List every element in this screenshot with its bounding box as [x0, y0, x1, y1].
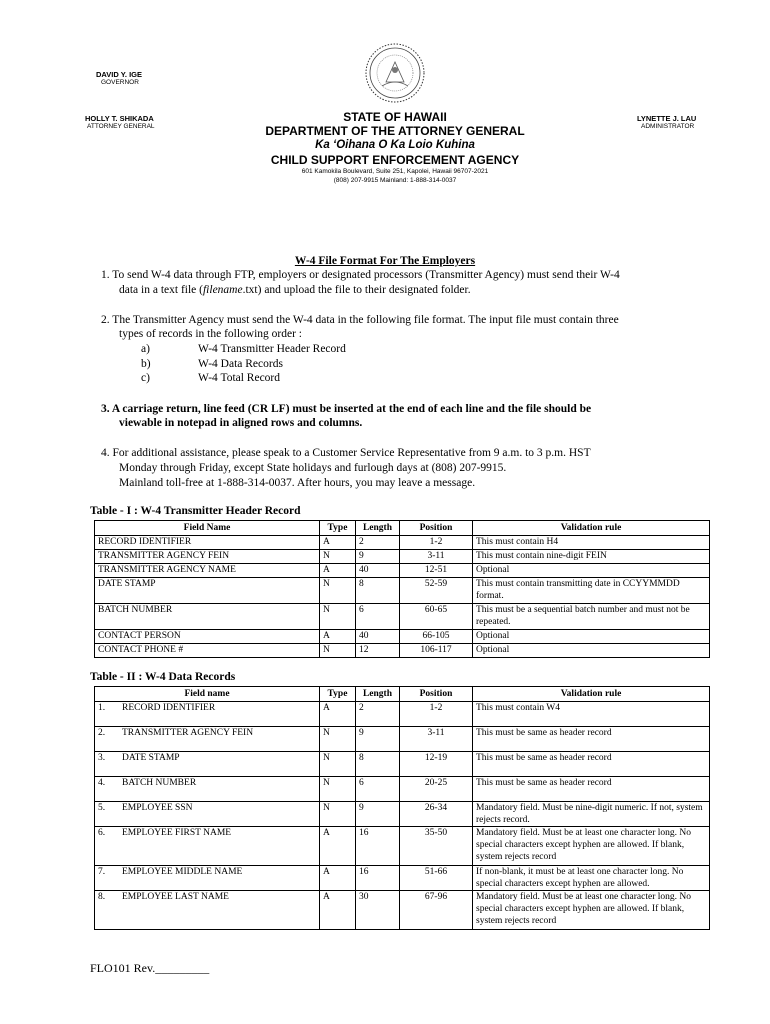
length-cell: 16: [356, 827, 400, 866]
field-name-cell: CONTACT PERSON: [95, 630, 320, 644]
state-heading: STATE OF HAWAII: [343, 110, 447, 124]
length-cell: 16: [356, 866, 400, 891]
table2-header-field: Field name: [95, 687, 320, 702]
field-name: RECORD IDENTIFIER: [122, 703, 216, 713]
type-cell: N: [320, 604, 356, 630]
table-row: [95, 752, 710, 777]
agency-heading: CHILD SUPPORT ENFORCEMENT AGENCY: [270, 153, 520, 167]
field-name: EMPLOYEE SSN: [122, 803, 193, 813]
validation-rule-cell: This must be a sequential batch number and must not be repeated.: [473, 604, 710, 630]
table-row: [95, 564, 710, 578]
position-cell: 3-11: [400, 550, 473, 564]
field-name-cell: [95, 752, 320, 777]
field-name-cell: RECORD IDENTIFIER: [95, 536, 320, 550]
row-number: 2.: [98, 728, 106, 738]
item2-line2: types of records in the following order :: [119, 328, 302, 340]
table-row: [95, 727, 710, 752]
row-number: 1.: [98, 703, 106, 713]
table2-header-length: Length: [356, 687, 400, 702]
table-row: [95, 891, 710, 930]
length-cell: 2: [356, 536, 400, 550]
length-cell: 8: [356, 752, 400, 777]
validation-rule-cell: This must contain W4: [473, 702, 710, 727]
field-name-cell: [95, 777, 320, 802]
field-name: EMPLOYEE LAST NAME: [122, 892, 229, 902]
table1-header-field: Field Name: [95, 521, 320, 536]
position-cell: 12-51: [400, 564, 473, 578]
field-name-cell: [95, 702, 320, 727]
length-cell: 9: [356, 550, 400, 564]
validation-rule-cell: This must contain nine-digit FEIN: [473, 550, 710, 564]
item2-sub-b-letter: b): [141, 358, 151, 370]
field-name-cell: BATCH NUMBER: [95, 604, 320, 630]
table-row: [95, 802, 710, 827]
position-cell: 12-19: [400, 752, 473, 777]
validation-rule-cell: Optional: [473, 630, 710, 644]
type-cell: A: [320, 702, 356, 727]
agency-address: 601 Kamokila Boulevard, Suite 251, Kapolei, Hawaii 96707-2021: [301, 168, 489, 175]
agency-phone: (808) 207-9915 Mainland: 1-888-314-0037: [333, 177, 457, 184]
length-cell: 9: [356, 727, 400, 752]
table-row: [95, 536, 710, 550]
length-cell: 2: [356, 702, 400, 727]
field-name-cell: [95, 827, 320, 866]
length-cell: 12: [356, 644, 400, 658]
type-cell: A: [320, 891, 356, 930]
field-name-cell: DATE STAMP: [95, 578, 320, 604]
state-seal-icon: [364, 42, 426, 104]
table-row: [95, 866, 710, 891]
position-cell: 20-25: [400, 777, 473, 802]
length-cell: 40: [356, 564, 400, 578]
field-name: BATCH NUMBER: [122, 778, 197, 788]
validation-rule-cell: This must be same as header record: [473, 727, 710, 752]
field-name-cell: CONTACT PHONE #: [95, 644, 320, 658]
type-cell: N: [320, 578, 356, 604]
type-cell: A: [320, 536, 356, 550]
length-cell: 6: [356, 777, 400, 802]
validation-rule-cell: If non-blank, it must be at least one character long. No special characters except hyphen are allowed.: [473, 866, 710, 891]
field-name: EMPLOYEE MIDDLE NAME: [122, 867, 243, 877]
governor-name: DAVID Y. IGE: [96, 70, 142, 79]
position-cell: 66-105: [400, 630, 473, 644]
item1-line2: data in a text file (filename.txt) and upload the file to their designated folder.: [119, 284, 471, 296]
validation-rule-cell: This must be same as header record: [473, 752, 710, 777]
table-row: [95, 630, 710, 644]
field-name-cell: [95, 891, 320, 930]
validation-rule-cell: This must contain transmitting date in CCYYMMDD format.: [473, 578, 710, 604]
table-row: [95, 827, 710, 866]
table1-header-type: Type: [320, 521, 356, 536]
table2-header-position: Position: [400, 687, 473, 702]
validation-rule-cell: Optional: [473, 644, 710, 658]
length-cell: 9: [356, 802, 400, 827]
document-title: W-4 File Format For The Employers: [294, 255, 476, 267]
field-name-cell: [95, 866, 320, 891]
table-row: [95, 604, 710, 630]
type-cell: N: [320, 777, 356, 802]
length-cell: 40: [356, 630, 400, 644]
item2-sub-c-text: W-4 Total Record: [198, 372, 281, 384]
type-cell: A: [320, 564, 356, 578]
table1-title: Table - I : W-4 Transmitter Header Record: [90, 505, 301, 517]
type-cell: N: [320, 752, 356, 777]
type-cell: N: [320, 644, 356, 658]
type-cell: N: [320, 727, 356, 752]
item2-sub-a-letter: a): [141, 343, 150, 355]
position-cell: 1-2: [400, 702, 473, 727]
item3-line1: 3. A carriage return, line feed (CR LF) must be inserted at the end of each line and the file should be: [101, 403, 592, 415]
table1-header-length: Length: [356, 521, 400, 536]
length-cell: 8: [356, 578, 400, 604]
validation-rule-cell: Mandatory field. Must be at least one character long. No special characters except hyphen are allowed. If blank, system rejects record: [473, 891, 710, 930]
table1-header-position: Position: [400, 521, 473, 536]
attorney-general-name: HOLLY T. SHIKADA: [85, 114, 154, 123]
administrator-title: ADMINISTRATOR: [641, 123, 695, 130]
type-cell: A: [320, 630, 356, 644]
table-row: [95, 550, 710, 564]
department-heading: DEPARTMENT OF THE ATTORNEY GENERAL: [265, 124, 525, 138]
form-number: FLO101 Rev._________: [90, 961, 210, 975]
table2-data-records: [94, 686, 710, 930]
table2-header-rule: Validation rule: [473, 687, 710, 702]
type-cell: A: [320, 827, 356, 866]
field-name: DATE STAMP: [122, 753, 180, 763]
position-cell: 60-65: [400, 604, 473, 630]
attorney-general-title: ATTORNEY GENERAL: [87, 123, 155, 130]
position-cell: 1-2: [400, 536, 473, 550]
item1-line1: 1. To send W-4 data through FTP, employers or designated processors (Transmitter Agency) must send their W-4: [101, 269, 620, 281]
table-row: [95, 702, 710, 727]
item2-sub-b-text: W-4 Data Records: [198, 358, 283, 370]
row-number: 3.: [98, 753, 106, 763]
type-cell: N: [320, 802, 356, 827]
length-cell: 30: [356, 891, 400, 930]
position-cell: 51-66: [400, 866, 473, 891]
validation-rule-cell: Mandatory field. Must be nine-digit numeric. If not, system rejects record.: [473, 802, 710, 827]
row-number: 6.: [98, 828, 106, 838]
field-name-cell: [95, 727, 320, 752]
row-number: 8.: [98, 892, 106, 902]
field-name: TRANSMITTER AGENCY FEIN: [122, 728, 254, 738]
table-row: [95, 644, 710, 658]
field-name: EMPLOYEE FIRST NAME: [122, 828, 232, 838]
validation-rule-cell: This must contain H4: [473, 536, 710, 550]
table-row: [95, 777, 710, 802]
table1-transmitter-header: [94, 520, 710, 658]
type-cell: A: [320, 866, 356, 891]
table-row: [95, 578, 710, 604]
item3-line2: viewable in notepad in aligned rows and columns.: [119, 417, 363, 429]
field-name-cell: TRANSMITTER AGENCY NAME: [95, 564, 320, 578]
row-number: 4.: [98, 778, 106, 788]
governor-title: GOVERNOR: [101, 79, 139, 86]
field-name-cell: TRANSMITTER AGENCY FEIN: [95, 550, 320, 564]
position-cell: 3-11: [400, 727, 473, 752]
hawaiian-department-name: Ka ‘Oihana O Ka Loio Kuhina: [315, 139, 475, 151]
item4-line2: Monday through Friday, except State holidays and furlough days at (808) 207-9915.: [119, 462, 507, 474]
position-cell: 67-96: [400, 891, 473, 930]
row-number: 7.: [98, 867, 106, 877]
table2-title: Table - II : W-4 Data Records: [90, 671, 236, 683]
administrator-name: LYNETTE J. LAU: [637, 114, 697, 123]
item4-line3: Mainland toll-free at 1-888-314-0037. After hours, you may leave a message.: [119, 477, 476, 489]
table1-header-rule: Validation rule: [473, 521, 710, 536]
length-cell: 6: [356, 604, 400, 630]
position-cell: 35-50: [400, 827, 473, 866]
validation-rule-cell: Optional: [473, 564, 710, 578]
position-cell: 52-59: [400, 578, 473, 604]
table2-header-type: Type: [320, 687, 356, 702]
validation-rule-cell: This must be same as header record: [473, 777, 710, 802]
item2-sub-c-letter: c): [141, 372, 150, 384]
type-cell: N: [320, 550, 356, 564]
validation-rule-cell: Mandatory field. Must be at least one character long. No special characters except hyphen are allowed. If blank, system rejects record: [473, 827, 710, 866]
position-cell: 26-34: [400, 802, 473, 827]
item4-line1: 4. For additional assistance, please speak to a Customer Service Representative from 9 a.m. to 3 p.m. HST: [101, 447, 591, 459]
item2-line1: 2. The Transmitter Agency must send the W-4 data in the following file format. The input file must contain three: [101, 314, 619, 326]
item2-sub-a-text: W-4 Transmitter Header Record: [198, 343, 346, 355]
field-name-cell: [95, 802, 320, 827]
position-cell: 106-117: [400, 644, 473, 658]
row-number: 5.: [98, 803, 106, 813]
